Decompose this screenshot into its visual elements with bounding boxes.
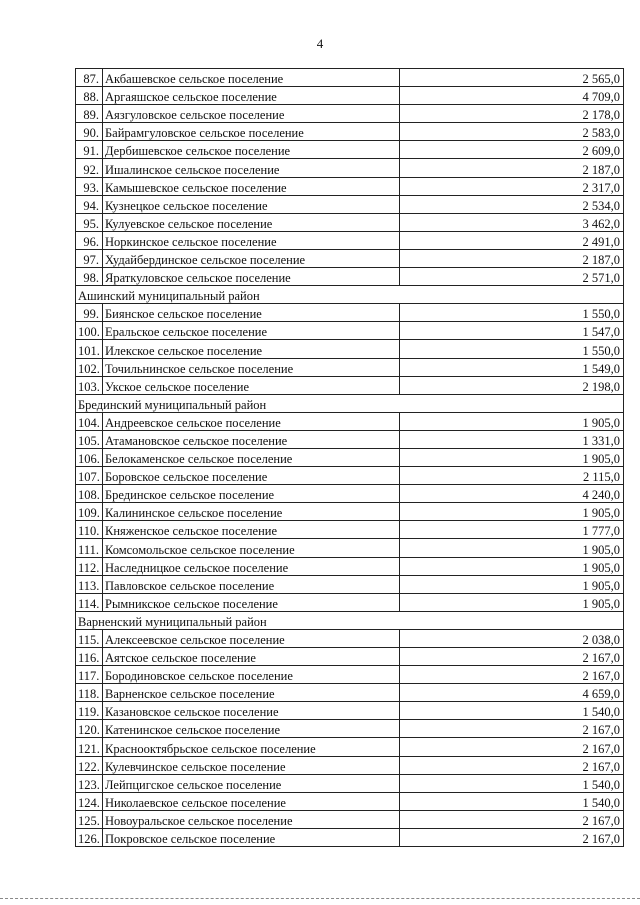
row-number: 99. — [76, 304, 103, 322]
settlement-name: Алексеевское сельское поселение — [103, 629, 400, 647]
table-row — [76, 376, 624, 394]
row-number: 94. — [76, 195, 103, 213]
table-row — [76, 177, 624, 195]
settlement-name: Краснооктябрьское сельское поселение — [103, 738, 400, 756]
table-row — [76, 792, 624, 810]
district-header-row — [76, 394, 624, 412]
amount-value: 4 659,0 — [400, 684, 624, 702]
amount-value: 2 198,0 — [400, 376, 624, 394]
row-number: 102. — [76, 358, 103, 376]
settlement-name: Казановское сельское поселение — [103, 702, 400, 720]
row-number: 116. — [76, 648, 103, 666]
table-row — [76, 810, 624, 828]
amount-value: 1 905,0 — [400, 503, 624, 521]
row-number: 88. — [76, 87, 103, 105]
settlement-name: Бородиновское сельское поселение — [103, 666, 400, 684]
row-number: 87. — [76, 69, 103, 87]
settlement-name: Кулевчинское сельское поселение — [103, 756, 400, 774]
table-row — [76, 141, 624, 159]
row-number: 95. — [76, 213, 103, 231]
row-number: 119. — [76, 702, 103, 720]
settlements-table — [75, 68, 624, 847]
table-row — [76, 684, 624, 702]
table-row — [76, 213, 624, 231]
amount-value: 2 115,0 — [400, 467, 624, 485]
amount-value: 2 167,0 — [400, 756, 624, 774]
row-number: 121. — [76, 738, 103, 756]
amount-value: 2 167,0 — [400, 648, 624, 666]
amount-value: 1 540,0 — [400, 774, 624, 792]
settlement-name: Павловское сельское поселение — [103, 575, 400, 593]
amount-value: 1 331,0 — [400, 430, 624, 448]
amount-value: 2 187,0 — [400, 159, 624, 177]
row-number: 120. — [76, 720, 103, 738]
settlement-name: Аязгуловское сельское поселение — [103, 105, 400, 123]
table-row — [76, 557, 624, 575]
table-row — [76, 304, 624, 322]
table-row — [76, 666, 624, 684]
amount-value: 2 167,0 — [400, 810, 624, 828]
row-number: 103. — [76, 376, 103, 394]
table-row — [76, 756, 624, 774]
amount-value: 1 777,0 — [400, 521, 624, 539]
settlement-name: Калининское сельское поселение — [103, 503, 400, 521]
table-row — [76, 485, 624, 503]
table-row — [76, 105, 624, 123]
row-number: 108. — [76, 485, 103, 503]
settlement-name: Андреевское сельское поселение — [103, 412, 400, 430]
amount-value: 2 534,0 — [400, 195, 624, 213]
table-row — [76, 593, 624, 611]
table-row — [76, 539, 624, 557]
row-number: 111. — [76, 539, 103, 557]
settlements-table-body — [76, 69, 624, 847]
amount-value: 1 905,0 — [400, 412, 624, 430]
table-row — [76, 268, 624, 286]
district-header-row — [76, 611, 624, 629]
amount-value: 1 547,0 — [400, 322, 624, 340]
table-row — [76, 629, 624, 647]
settlement-name: Рымникское сельское поселение — [103, 593, 400, 611]
district-header-row — [76, 286, 624, 304]
table-row — [76, 159, 624, 177]
amount-value: 1 905,0 — [400, 539, 624, 557]
table-row — [76, 448, 624, 466]
row-number: 100. — [76, 322, 103, 340]
settlement-name: Укское сельское поселение — [103, 376, 400, 394]
table-row — [76, 87, 624, 105]
row-number: 112. — [76, 557, 103, 575]
settlement-name: Лейпцигское сельское поселение — [103, 774, 400, 792]
row-number: 117. — [76, 666, 103, 684]
page-bottom-edge — [0, 898, 640, 899]
table-row — [76, 340, 624, 358]
settlement-name: Княженское сельское поселение — [103, 521, 400, 539]
settlement-name: Новоуральское сельское поселение — [103, 810, 400, 828]
settlement-name: Биянское сельское поселение — [103, 304, 400, 322]
amount-value: 2 571,0 — [400, 268, 624, 286]
amount-value: 2 167,0 — [400, 828, 624, 846]
table-row — [76, 322, 624, 340]
table-row — [76, 738, 624, 756]
settlement-name: Белокаменское сельское поселение — [103, 448, 400, 466]
settlement-name: Яраткуловское сельское поселение — [103, 268, 400, 286]
settlement-name: Покровское сельское поселение — [103, 828, 400, 846]
table-row — [76, 720, 624, 738]
settlement-name: Байрамгуловское сельское поселение — [103, 123, 400, 141]
amount-value: 2 167,0 — [400, 738, 624, 756]
amount-value: 2 491,0 — [400, 231, 624, 249]
row-number: 96. — [76, 231, 103, 249]
amount-value: 2 565,0 — [400, 69, 624, 87]
row-number: 89. — [76, 105, 103, 123]
row-number: 104. — [76, 412, 103, 430]
amount-value: 3 462,0 — [400, 213, 624, 231]
table-row — [76, 231, 624, 249]
table-row — [76, 828, 624, 846]
amount-value: 1 905,0 — [400, 557, 624, 575]
amount-value: 2 609,0 — [400, 141, 624, 159]
settlement-name: Камышевское сельское поселение — [103, 177, 400, 195]
amount-value: 1 540,0 — [400, 792, 624, 810]
settlement-name: Дербишевское сельское поселение — [103, 141, 400, 159]
amount-value: 1 905,0 — [400, 575, 624, 593]
amount-value: 2 187,0 — [400, 249, 624, 267]
table-row — [76, 467, 624, 485]
settlement-name: Худайбердинское сельское поселение — [103, 249, 400, 267]
settlement-name: Норкинское сельское поселение — [103, 231, 400, 249]
settlement-name: Наследницкое сельское поселение — [103, 557, 400, 575]
row-number: 92. — [76, 159, 103, 177]
row-number: 122. — [76, 756, 103, 774]
amount-value: 2 317,0 — [400, 177, 624, 195]
table-row — [76, 69, 624, 87]
settlement-name: Боровское сельское поселение — [103, 467, 400, 485]
amount-value: 2 167,0 — [400, 666, 624, 684]
row-number: 113. — [76, 575, 103, 593]
amount-value: 1 540,0 — [400, 702, 624, 720]
row-number: 97. — [76, 249, 103, 267]
table-row — [76, 430, 624, 448]
table-row — [76, 195, 624, 213]
amount-value: 4 240,0 — [400, 485, 624, 503]
settlement-name: Комсомольское сельское поселение — [103, 539, 400, 557]
row-number: 118. — [76, 684, 103, 702]
table-row — [76, 412, 624, 430]
row-number: 114. — [76, 593, 103, 611]
amount-value: 2 583,0 — [400, 123, 624, 141]
amount-value: 2 167,0 — [400, 720, 624, 738]
amount-value: 1 905,0 — [400, 593, 624, 611]
row-number: 98. — [76, 268, 103, 286]
settlement-name: Илекское сельское поселение — [103, 340, 400, 358]
table-row — [76, 702, 624, 720]
amount-value: 4 709,0 — [400, 87, 624, 105]
amount-value: 2 178,0 — [400, 105, 624, 123]
table-row — [76, 521, 624, 539]
settlement-name: Аргаяшское сельское поселение — [103, 87, 400, 105]
row-number: 125. — [76, 810, 103, 828]
settlement-name: Кузнецкое сельское поселение — [103, 195, 400, 213]
row-number: 106. — [76, 448, 103, 466]
row-number: 110. — [76, 521, 103, 539]
settlement-name: Ишалинское сельское поселение — [103, 159, 400, 177]
table-row — [76, 123, 624, 141]
row-number: 93. — [76, 177, 103, 195]
table-row — [76, 503, 624, 521]
settlement-name: Акбашевское сельское поселение — [103, 69, 400, 87]
settlement-name: Катенинское сельское поселение — [103, 720, 400, 738]
row-number: 105. — [76, 430, 103, 448]
amount-value: 2 038,0 — [400, 629, 624, 647]
table-row — [76, 648, 624, 666]
settlement-name: Атамановское сельское поселение — [103, 430, 400, 448]
table-row — [76, 774, 624, 792]
row-number: 101. — [76, 340, 103, 358]
settlement-name: Брединское сельское поселение — [103, 485, 400, 503]
page-number: 4 — [316, 36, 324, 51]
settlement-name: Кулуевское сельское поселение — [103, 213, 400, 231]
row-number: 90. — [76, 123, 103, 141]
row-number: 123. — [76, 774, 103, 792]
amount-value: 1 905,0 — [400, 448, 624, 466]
settlement-name: Николаевское сельское поселение — [103, 792, 400, 810]
table-row — [76, 575, 624, 593]
amount-value: 1 550,0 — [400, 340, 624, 358]
row-number: 91. — [76, 141, 103, 159]
amount-value: 1 550,0 — [400, 304, 624, 322]
settlement-name: Аятское сельское поселение — [103, 648, 400, 666]
district-name: Варненский муниципальный район — [76, 611, 624, 629]
district-name: Брединский муниципальный район — [76, 394, 624, 412]
table-row — [76, 358, 624, 376]
row-number: 126. — [76, 828, 103, 846]
row-number: 124. — [76, 792, 103, 810]
table-row — [76, 249, 624, 267]
amount-value: 1 549,0 — [400, 358, 624, 376]
row-number: 115. — [76, 629, 103, 647]
district-name: Ашинский муниципальный район — [76, 286, 624, 304]
settlement-name: Точильнинское сельское поселение — [103, 358, 400, 376]
settlement-name: Еральское сельское поселение — [103, 322, 400, 340]
row-number: 107. — [76, 467, 103, 485]
settlement-name: Варненское сельское поселение — [103, 684, 400, 702]
row-number: 109. — [76, 503, 103, 521]
